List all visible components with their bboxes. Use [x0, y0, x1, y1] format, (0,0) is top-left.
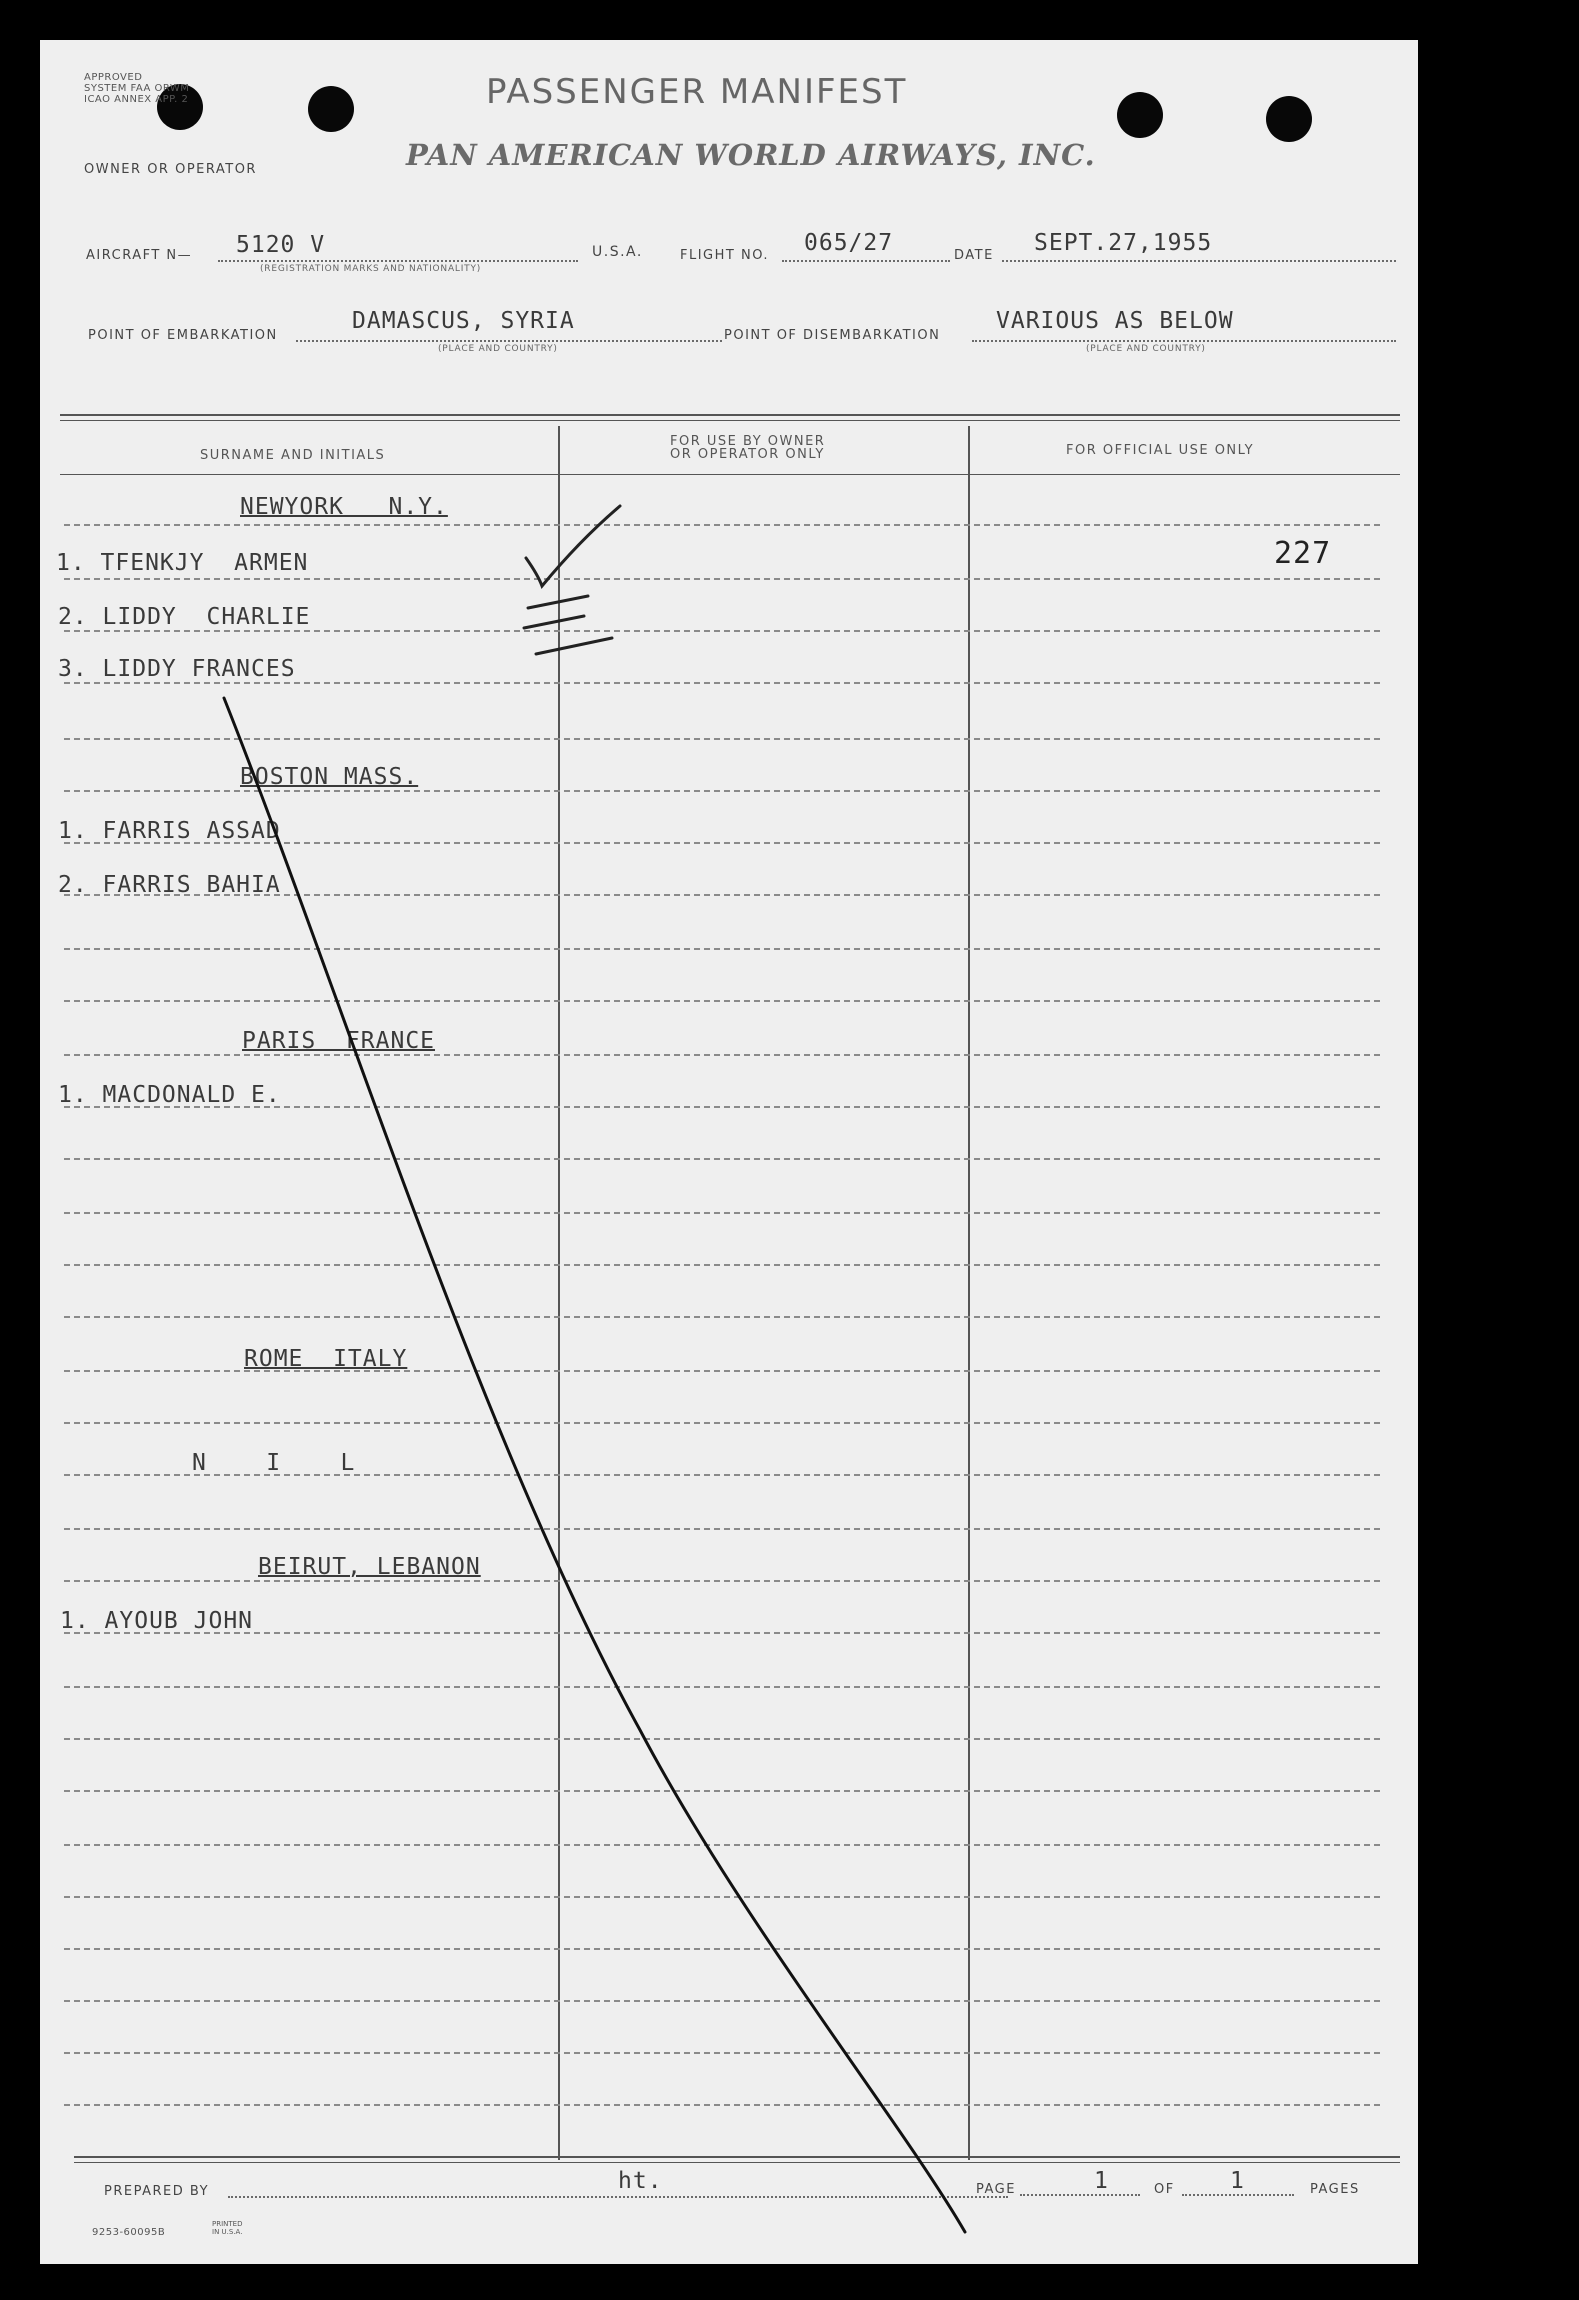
page-label: PAGE — [976, 2182, 1016, 2197]
date-label: DATE — [954, 248, 994, 263]
embark-label: POINT OF EMBARKATION — [88, 328, 278, 343]
passenger-entry: 1. TFENKJY ARMEN — [56, 550, 309, 576]
destination-heading: PARIS FRANCE — [242, 1028, 436, 1054]
column-header-owner: FOR USE BY OWNER — [670, 434, 826, 449]
flight-value: 065/27 — [804, 230, 894, 256]
country-label: U.S.A. — [592, 244, 643, 260]
flight-label: FLIGHT NO. — [680, 248, 770, 263]
destination-heading: NEWYORK N.Y. — [240, 494, 448, 520]
page-value: 1 — [1094, 2168, 1109, 2194]
document-title: PASSENGER MANIFEST — [486, 72, 908, 112]
embark-caption: (PLACE AND COUNTRY) — [438, 344, 558, 354]
of-label: OF — [1154, 2182, 1175, 2197]
pages-label: PAGES — [1310, 2182, 1360, 2197]
of-value: 1 — [1230, 2168, 1245, 2194]
passenger-entry: 3. LIDDY FRANCES — [58, 656, 296, 682]
approval-line: ICAO ANNEX APP. 2 — [84, 94, 189, 105]
approval-line: APPROVED — [84, 72, 143, 83]
aircraft-value: 5120 V — [236, 232, 326, 258]
printed-note: PRINTED IN U.S.A. — [212, 2220, 243, 2236]
column-header-official: FOR OFFICIAL USE ONLY — [1066, 443, 1255, 458]
handwritten-marks — [40, 40, 1418, 2264]
destination-heading: BEIRUT, LEBANON — [258, 1554, 481, 1580]
column-header-surname: SURNAME AND INITIALS — [200, 448, 386, 463]
manifest-sheet — [40, 40, 1418, 2264]
owner-label: OWNER OR OPERATOR — [84, 162, 257, 177]
destination-heading: BOSTON MASS. — [240, 764, 419, 790]
nil-entry: N I L — [192, 1450, 356, 1476]
prepared-value: ht. — [618, 2168, 663, 2194]
disembark-value: VARIOUS AS BELOW — [996, 308, 1234, 334]
airline-name: PAN AMERICAN WORLD AIRWAYS, INC. — [406, 138, 1096, 172]
embark-value: DAMASCUS, SYRIA — [352, 308, 575, 334]
form-number: 9253-60095B — [92, 2227, 166, 2238]
aircraft-label: AIRCRAFT N— — [86, 248, 193, 263]
prepared-label: PREPARED BY — [104, 2184, 210, 2199]
aircraft-caption: (REGISTRATION MARKS AND NATIONALITY) — [260, 264, 482, 274]
check-mark — [526, 506, 620, 586]
tick-dash — [536, 638, 612, 654]
disembark-label: POINT OF DISEMBARKATION — [724, 328, 941, 343]
passenger-entry: 2. FARRIS BAHIA — [58, 872, 281, 898]
strike-line — [224, 698, 965, 2232]
passenger-entry: 1. AYOUB JOHN — [60, 1608, 254, 1634]
tick-dash — [524, 616, 584, 628]
date-value: SEPT.27,1955 — [1034, 230, 1213, 256]
disembark-caption: (PLACE AND COUNTRY) — [1086, 344, 1206, 354]
approval-line: SYSTEM FAA ORWM — [84, 83, 190, 94]
official-number: 227 — [1274, 536, 1332, 571]
passenger-entry: 1. FARRIS ASSAD — [58, 818, 281, 844]
passenger-entry: 2. LIDDY CHARLIE — [58, 604, 311, 630]
column-header-owner: OR OPERATOR ONLY — [670, 447, 825, 462]
passenger-entry: 1. MACDONALD E. — [58, 1082, 281, 1108]
destination-heading: ROME ITALY — [244, 1346, 408, 1372]
tick-dash — [528, 596, 588, 608]
